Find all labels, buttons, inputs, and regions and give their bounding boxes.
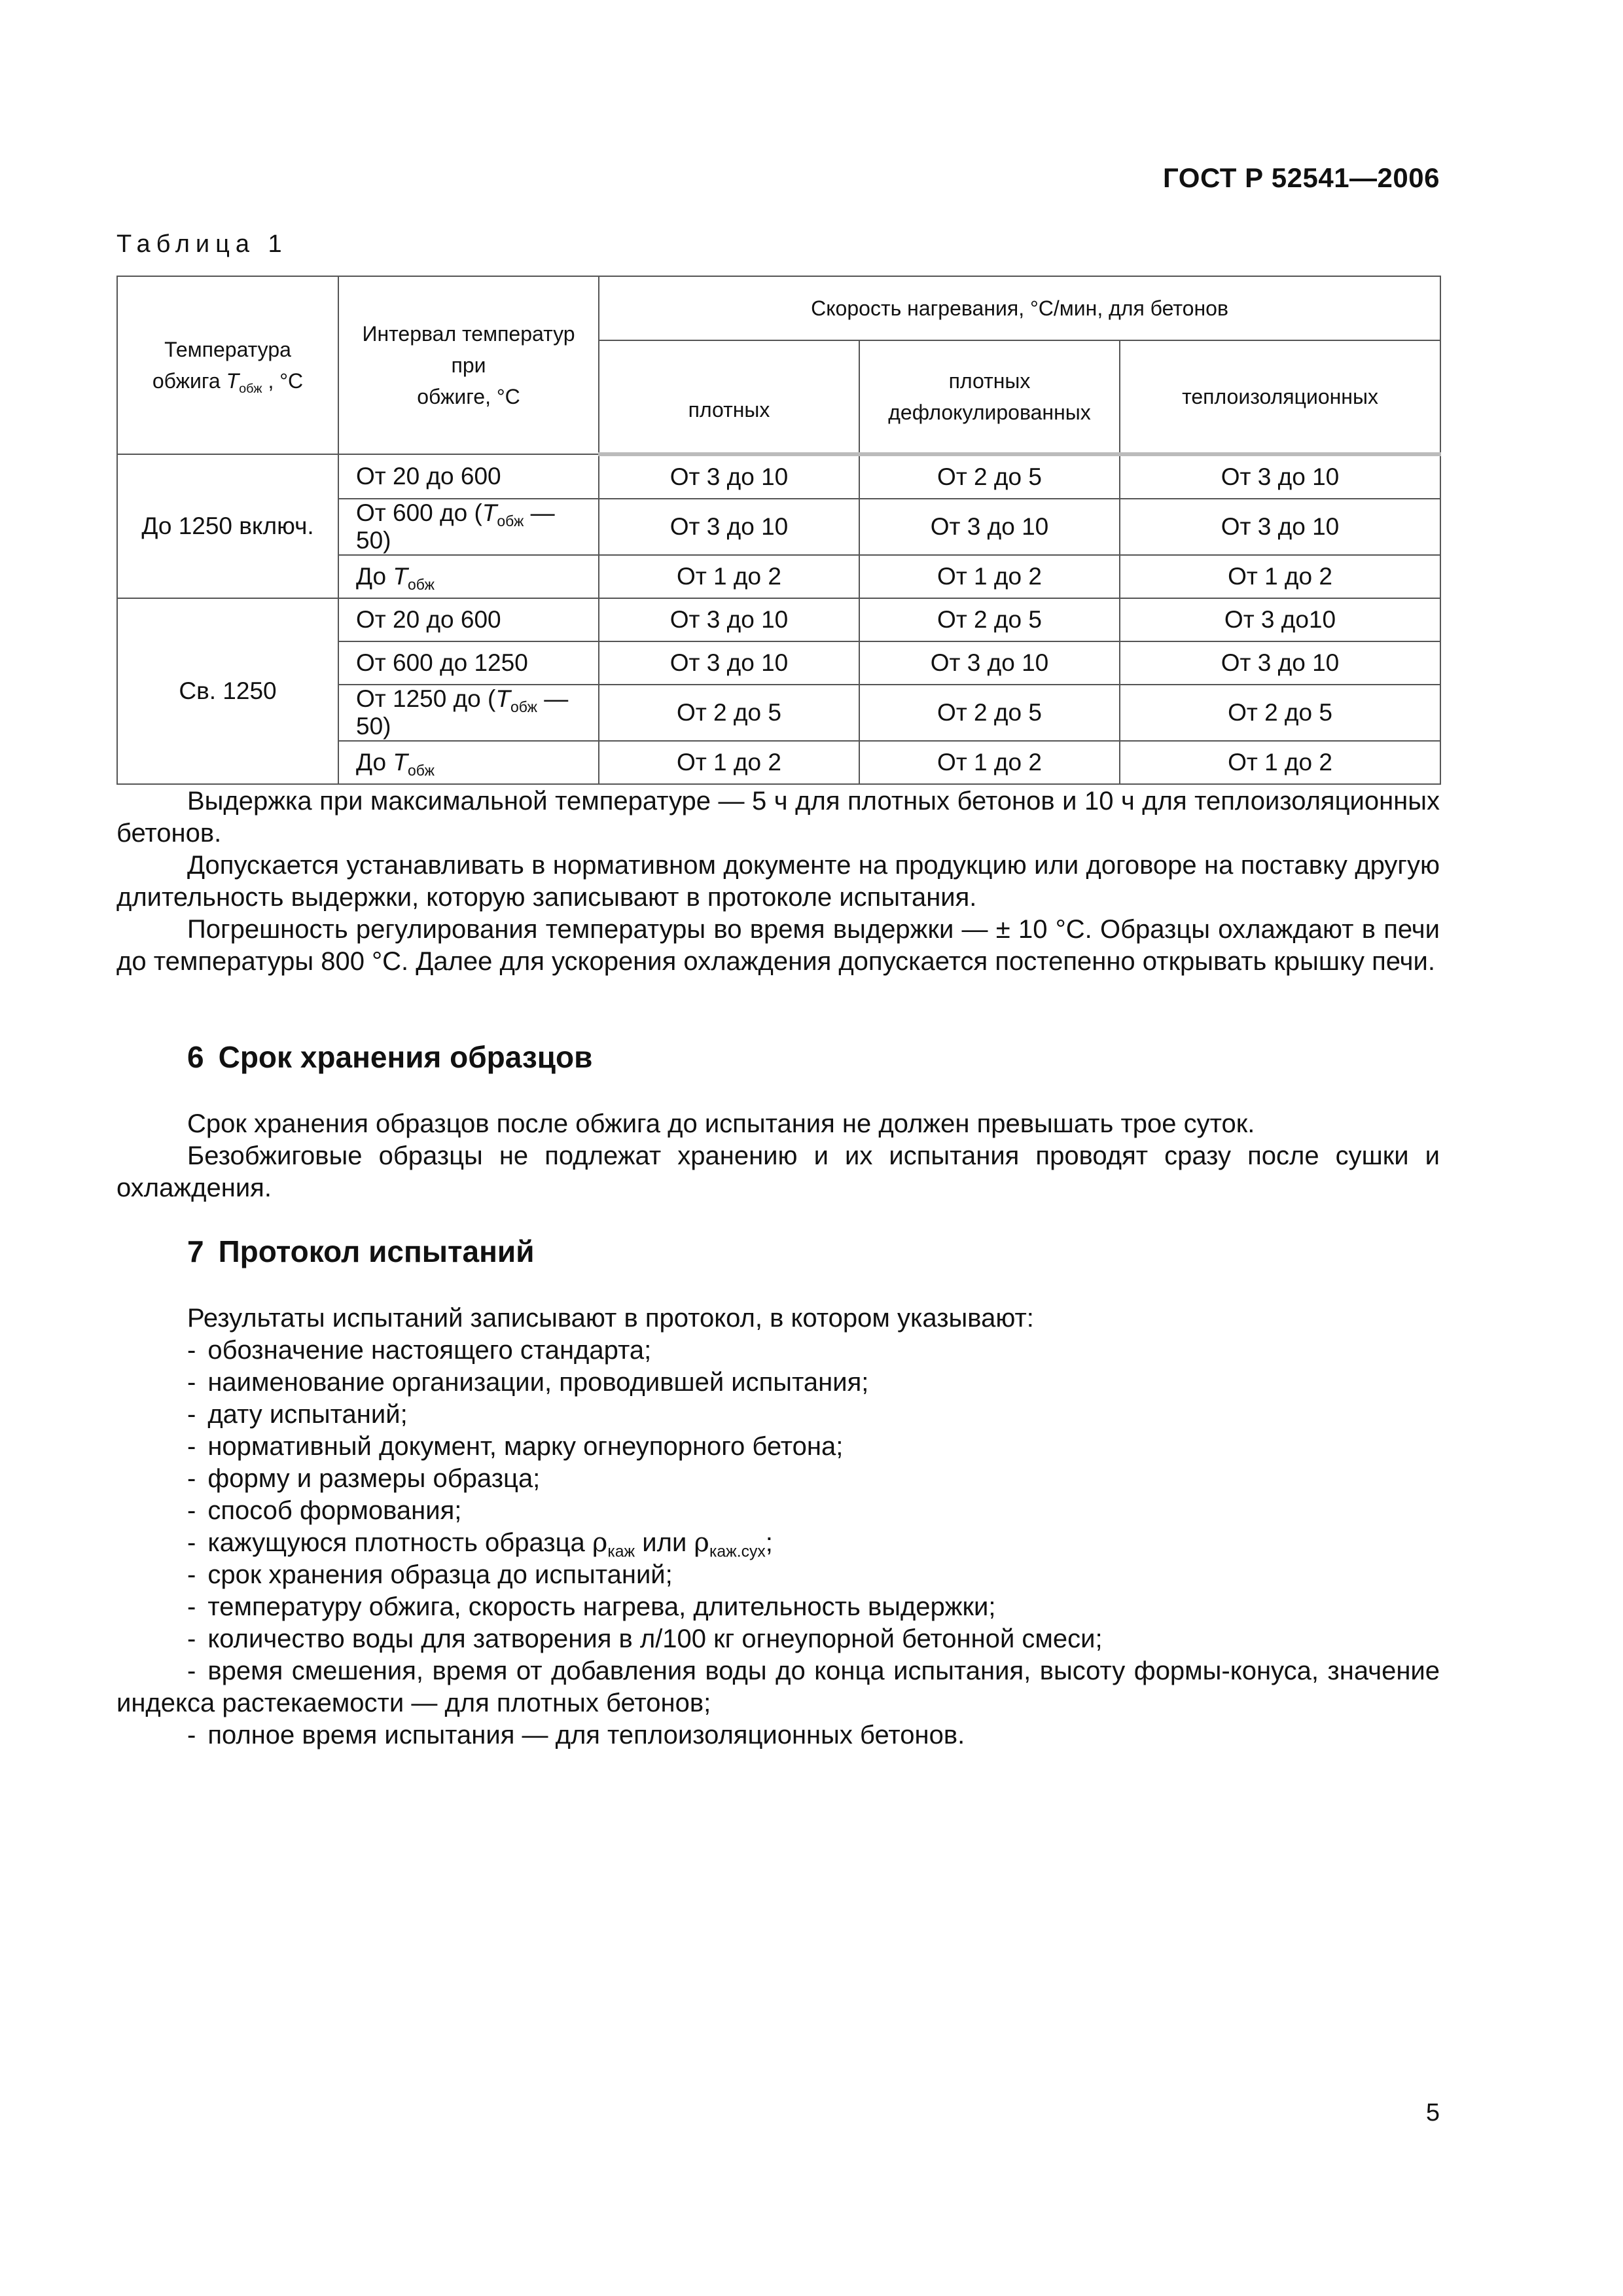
section-number: 6 (187, 1040, 204, 1074)
table-caption: Таблица 1 (116, 230, 288, 258)
list-item: - срок хранения образца до испытаний; (187, 1560, 673, 1589)
table-row (117, 598, 1440, 641)
header-dense-deflocculated: плотных дефлокулированных (859, 340, 1120, 454)
interval-cell: От 600 до ($T_{обж}$ — 50) (338, 499, 599, 555)
rho-symbol: ρ (694, 1528, 709, 1558)
header-dense: плотных (599, 340, 859, 454)
dense-cell: От 1 до 2 (599, 741, 859, 784)
list-item: - способ формования; (187, 1496, 462, 1525)
table-row (117, 454, 1440, 499)
section-7-body (116, 1302, 1440, 1751)
list-item: - обозначение настоящего стандарта; (187, 1336, 652, 1365)
list-item: - кажущуюся плотность образца $\rho_{каж}$ или $\rho_{каж.сух}$; (187, 1528, 773, 1561)
interval-cell: От 20 до 600 (338, 598, 599, 641)
list-item: - нормативный документ, марку огнеупорного бетона; (187, 1432, 844, 1461)
list-item: - дату испытаний; (187, 1400, 408, 1429)
deflo-cell: От 3 до 10 (859, 641, 1120, 685)
header-heating-speed: Скорость нагревания, °С/мин, для бетонов (599, 276, 1440, 340)
interval-cell: От 1250 до ($T_{обж}$ — 50) (338, 685, 599, 741)
insul-cell: От 3 до 10 (1120, 499, 1440, 555)
post-table-paragraphs (116, 785, 1440, 978)
interval-cell: До $T_{обж}$ (338, 555, 599, 598)
section-6-heading (187, 1039, 592, 1075)
section-7-heading (187, 1234, 534, 1269)
dense-cell: От 3 до 10 (599, 598, 859, 641)
section-6-body (116, 1108, 1440, 1204)
interval-cell: До $T_{обж}$ (338, 741, 599, 784)
insul-cell: От 3 до10 (1120, 598, 1440, 641)
header-insulating: теплоизоляционных (1120, 340, 1440, 454)
header-temperature-interval: Интервал температур при обжиге, °С (338, 276, 599, 454)
header-firing-temperature: Температура обжига $T_{обж}$ , °С (117, 276, 338, 454)
group-label: Св. 1250 (117, 598, 338, 784)
paragraph: Погрешность регулирования температуры во время выдержки — ± 10 °С. Образцы охлаждают в печи до температуры 800 °С. Далее для ускорения охлаждения допускается постепенно открывать крышку печи. (116, 915, 1440, 976)
deflo-cell: От 2 до 5 (859, 685, 1120, 741)
insul-cell: От 3 до 10 (1120, 454, 1440, 499)
rho-symbol: ρ (592, 1528, 608, 1558)
document-code: ГОСТ Р 52541—2006 (1163, 162, 1440, 193)
insul-cell: От 1 до 2 (1120, 741, 1440, 784)
dense-cell: От 3 до 10 (599, 499, 859, 555)
list-item: - количество воды для затворения в л/100 кг огнеупорной бетонной смеси; (187, 1624, 1103, 1653)
paragraph: Допускается устанавливать в нормативном документе на продукцию или договоре на поставку другую длительность выдержки, которую записывают в протоколе испытания. (116, 851, 1440, 912)
list-item: - наименование организации, проводившей испытания; (187, 1368, 869, 1397)
deflo-cell: От 1 до 2 (859, 555, 1120, 598)
deflo-cell: От 1 до 2 (859, 741, 1120, 784)
paragraph: Срок хранения образцов после обжига до испытания не должен превышать трое суток. (187, 1109, 1255, 1138)
list-item: - температуру обжига, скорость нагрева, длительность выдержки; (187, 1592, 996, 1621)
deflo-cell: От 2 до 5 (859, 598, 1120, 641)
insul-cell: От 1 до 2 (1120, 555, 1440, 598)
deflo-cell: От 3 до 10 (859, 499, 1120, 555)
deflo-cell: От 2 до 5 (859, 454, 1120, 499)
list-item: - время смешения, время от добавления воды до конца испытания, высоту формы-конуса, значение индекса растекаемости — для плотных бетонов; (116, 1657, 1440, 1717)
heating-speed-table (116, 276, 1441, 785)
dense-cell: От 1 до 2 (599, 555, 859, 598)
dense-cell: От 3 до 10 (599, 454, 859, 499)
list-item: - форму и размеры образца; (187, 1464, 541, 1493)
list-item: - полное время испытания — для теплоизоляционных бетонов. (187, 1721, 965, 1749)
protocol-items-list (116, 1335, 1440, 1751)
section-number: 7 (187, 1234, 204, 1268)
paragraph: Безобжиговые образцы не подлежат хранению и их испытания проводят сразу после сушки и охлаждения. (116, 1141, 1440, 1202)
interval-cell: От 20 до 600 (338, 454, 599, 499)
page-number: 5 (1425, 2099, 1440, 2126)
insul-cell: От 3 до 10 (1120, 641, 1440, 685)
dense-cell: От 3 до 10 (599, 641, 859, 685)
group-label: До 1250 включ. (117, 454, 338, 598)
insul-cell: От 2 до 5 (1120, 685, 1440, 741)
list-intro: Результаты испытаний записывают в протокол, в котором указывают: (187, 1304, 1034, 1333)
paragraph: Выдержка при максимальной температуре — 5 ч для плотных бетонов и 10 ч для теплоизоляционных бетонов. (116, 787, 1440, 848)
section-title: Срок хранения образцов (218, 1040, 593, 1074)
section-title: Протокол испытаний (218, 1234, 535, 1268)
dense-cell: От 2 до 5 (599, 685, 859, 741)
interval-cell: От 600 до 1250 (338, 641, 599, 685)
